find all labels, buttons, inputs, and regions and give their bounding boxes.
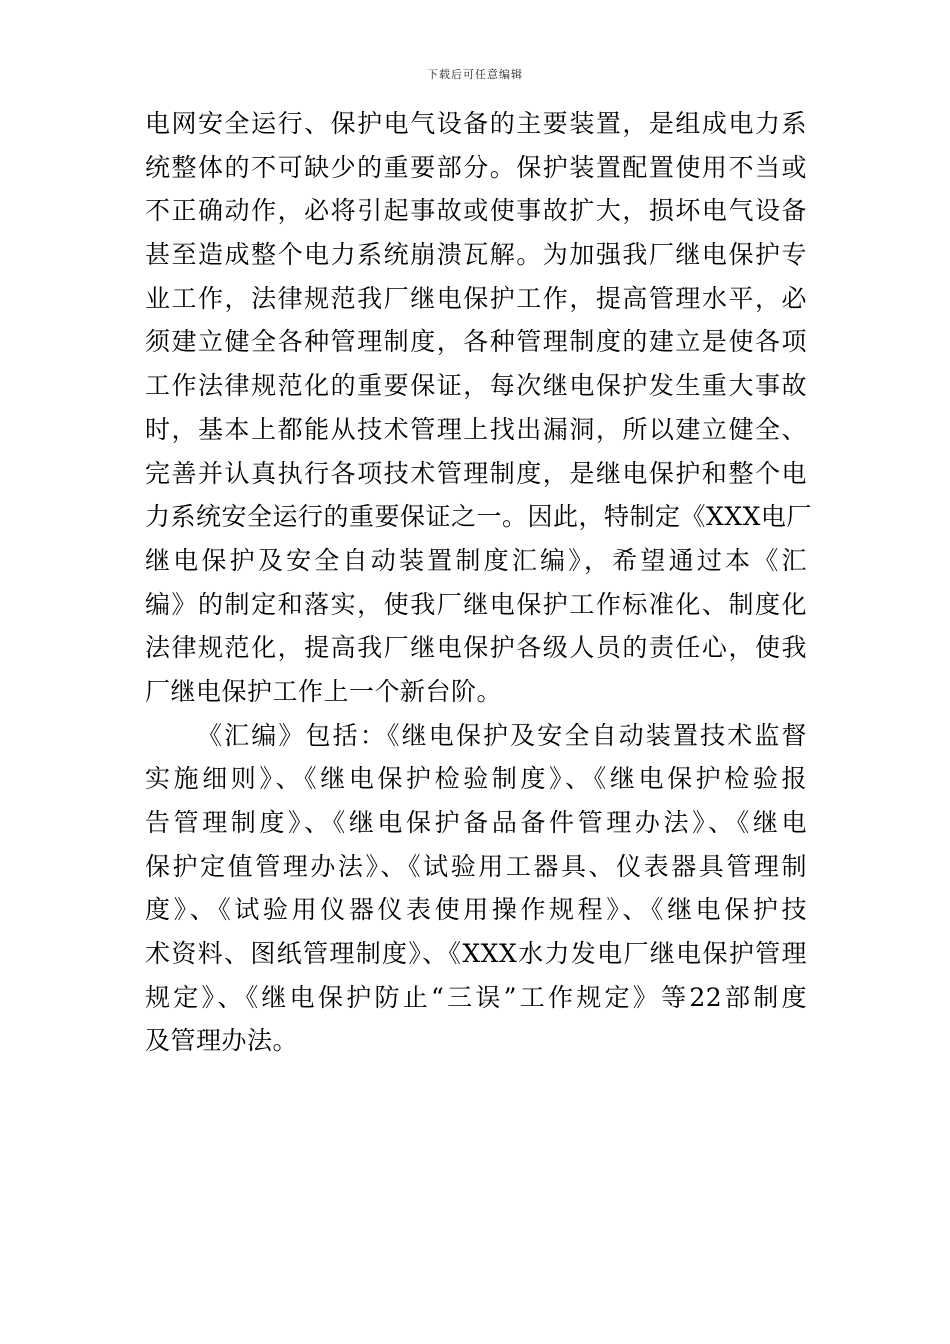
text-line: 须建立健全各种管理制度，各种管理制度的建立是使各项 bbox=[145, 327, 807, 357]
text-line: 甚至造成整个电力系统崩溃瓦解。为加强我厂继电保护专 bbox=[145, 240, 807, 270]
text-line: 告管理制度》、《继电保护备品备件管理办法》、《继电 bbox=[145, 808, 807, 837]
text-line: 术资料、图纸管理制度》、《XXX水力发电厂继电保护管理 bbox=[145, 939, 807, 969]
text-line: 电网安全运行、保护电气设备的主要装置，是组成电力系 bbox=[145, 109, 807, 138]
text-line: 编》的制定和落实，使我厂继电保护工作标准化、制度化 bbox=[145, 589, 807, 619]
paragraph-intro bbox=[145, 102, 812, 714]
text-line: 力系统安全运行的重要保证之一。因此，特制定《XXX电厂 bbox=[145, 502, 812, 532]
text-line: 保护定值管理办法》、《试验用工器具、仪表器具管理制 bbox=[145, 851, 807, 881]
page-header: 下载后可任意编辑 bbox=[427, 68, 523, 81]
text-line: 实施细则》、《继电保护检验制度》、《继电保护检验报 bbox=[145, 764, 807, 794]
text-line: 完善并认真执行各项技术管理制度，是继电保护和整个电 bbox=[145, 458, 807, 488]
text-line: 厂继电保护工作上一个新台阶。 bbox=[145, 676, 503, 706]
text-line: 度》、《试验用仪器仪表使用操作规程》、《继电保护技 bbox=[145, 895, 807, 925]
text-line: 《汇编》包括：《继电保护及安全自动装置技术监督 bbox=[197, 720, 807, 750]
text-line: 不正确动作，必将引起事故或使事故扩大，损坏电气设备 bbox=[145, 196, 807, 226]
text-line: 业工作，法律规范我厂继电保护工作，提高管理水平，必 bbox=[145, 283, 807, 313]
text-line: 法律规范化，提高我厂继电保护各级人员的责任心，使我 bbox=[145, 633, 807, 663]
paragraph-compilation-contents bbox=[145, 714, 807, 1064]
document-body bbox=[145, 102, 812, 1063]
text-line: 规定》、《继电保护防止“三误”工作规定》等22部制度 bbox=[145, 982, 808, 1012]
text-line: 及管理办法。 bbox=[145, 1026, 299, 1056]
text-line: 工作法律规范化的重要保证，每次继电保护发生重大事故 bbox=[145, 371, 807, 401]
text-line: 统整体的不可缺少的重要部分。保护装置配置使用不当或 bbox=[145, 152, 807, 182]
text-line: 时，基本上都能从技术管理上找出漏洞，所以建立健全、 bbox=[145, 414, 807, 444]
text-line: 继电保护及安全自动装置制度汇编》，希望通过本《汇 bbox=[145, 545, 807, 575]
